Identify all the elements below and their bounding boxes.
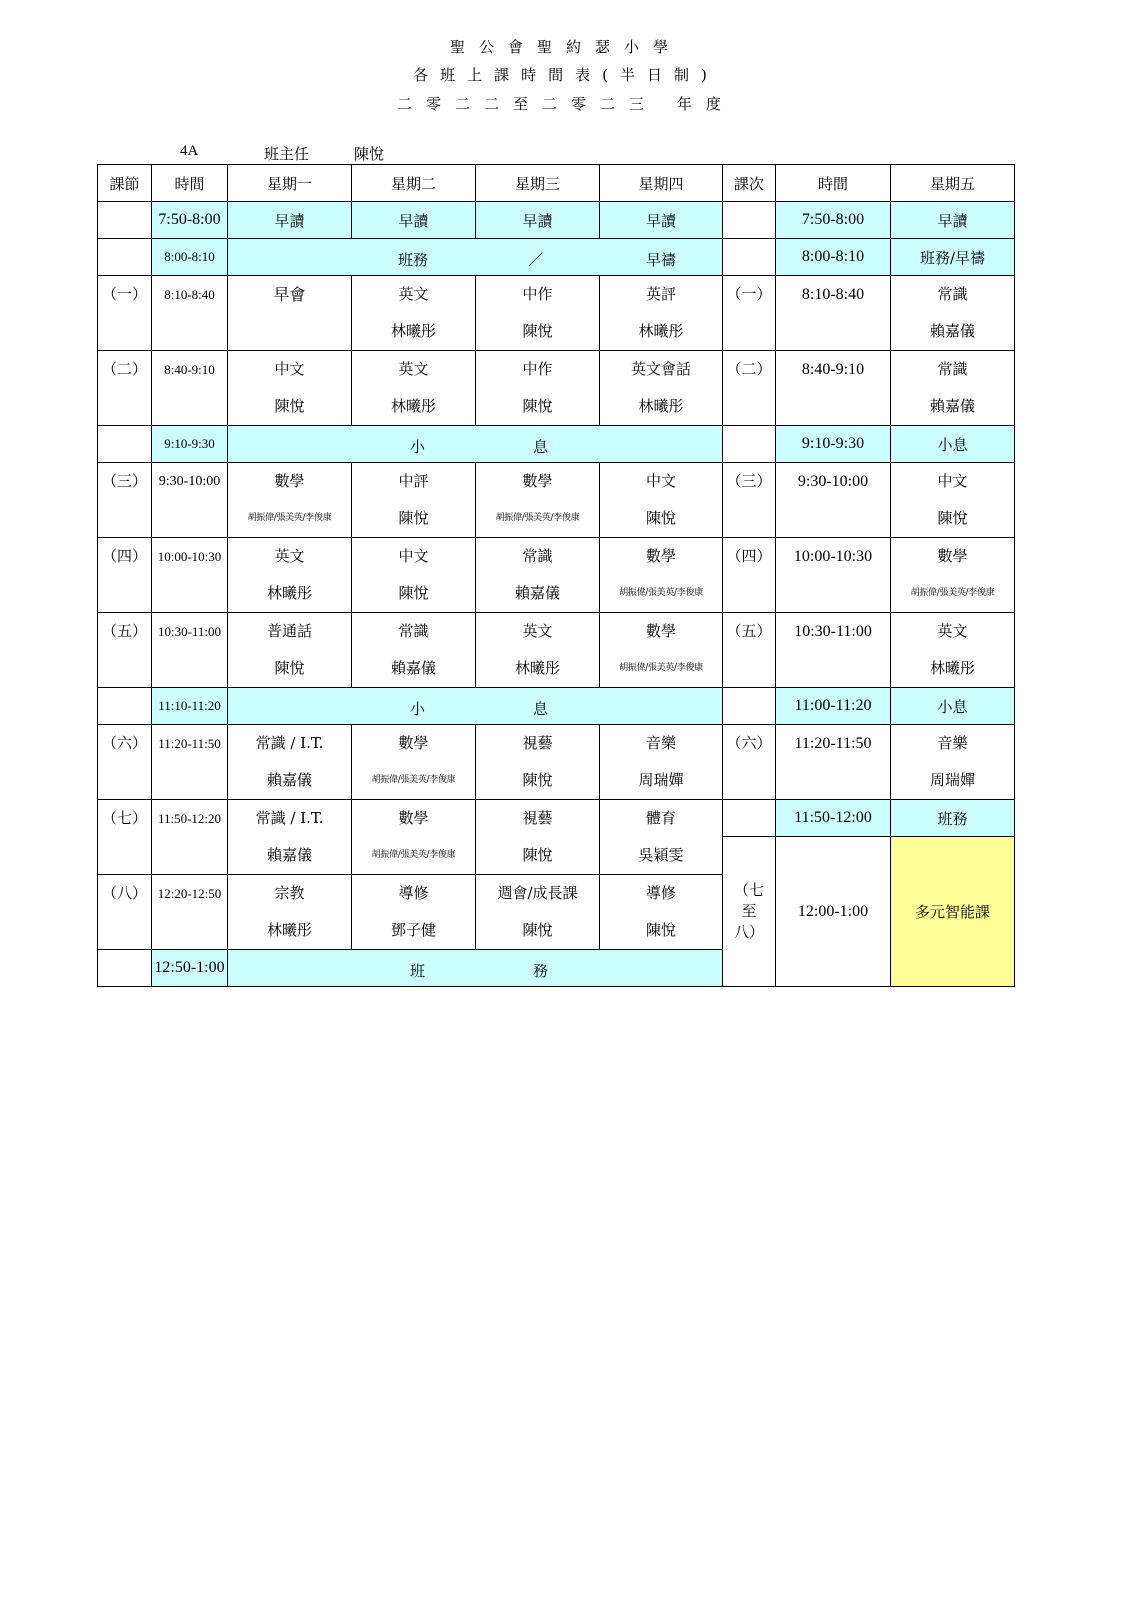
mon-cell: 宗教 林曦彤 (228, 875, 352, 950)
row-period-2 (98, 351, 1015, 426)
fri-time-cell: 8:00-8:10 (776, 239, 891, 276)
col-header-fri-time: 時間 (776, 165, 891, 202)
tue-cell: 導修 鄧子健 (352, 875, 476, 950)
tue-cell: 早讀 (352, 202, 476, 239)
activity-part-a: 班 (410, 961, 426, 980)
row-period-5 (98, 613, 1015, 688)
thu-cell: 導修 陳悅 (600, 875, 723, 950)
time-cell: 9:10-9:30 (152, 426, 228, 463)
thu-cell: 早讀 (600, 202, 723, 239)
merged-activity-cell (228, 688, 723, 725)
row-recess-2 (98, 688, 1015, 725)
col-header-fri-period: 課次 (723, 165, 776, 202)
fri-period-cell: （五） (723, 613, 776, 688)
activity-part-c: 早禱 (646, 250, 677, 269)
fri-time-cell: 10:30-11:00 (776, 613, 891, 688)
time-cell: 7:50-8:00 (152, 202, 228, 239)
time-cell: 12:20-12:50 (152, 875, 228, 950)
period-cell (98, 202, 152, 239)
wed-cell: 視藝 陳悅 (476, 725, 600, 800)
col-header-mon: 星期一 (228, 165, 352, 202)
mon-cell: 英文 林曦彤 (228, 538, 352, 613)
class-teacher-name: 陳悅 (354, 145, 385, 163)
row-period-4 (98, 538, 1015, 613)
school-name: 聖公會聖約瑟小學 (449, 38, 682, 56)
fri-period-cell (723, 202, 776, 239)
fri-time-cell: 9:10-9:30 (776, 426, 891, 463)
col-header-thu: 星期四 (600, 165, 723, 202)
timetable (97, 164, 1015, 987)
time-cell: 11:20-11:50 (152, 725, 228, 800)
row-period-6 (98, 725, 1015, 800)
period-cell: （三） (98, 463, 152, 538)
class-teacher-label: 班主任 (264, 145, 310, 163)
activity-part-b: 息 (533, 699, 549, 718)
fri-cell: 常識 賴嘉儀 (891, 276, 1015, 351)
row-period-7 (98, 800, 1015, 837)
fri-time-cell: 10:00-10:30 (776, 538, 891, 613)
time-cell: 8:10-8:40 (152, 276, 228, 351)
period-cell: （六） (98, 725, 152, 800)
wed-cell: 數學 胡振偉/張美英/李俊康 (476, 463, 600, 538)
wed-cell: 英文 林曦彤 (476, 613, 600, 688)
thu-cell: 中文 陳悅 (600, 463, 723, 538)
tue-cell: 中文 陳悅 (352, 538, 476, 613)
period-cell: （四） (98, 538, 152, 613)
class-name: 4A (180, 143, 199, 159)
period-cell: （七） (98, 800, 152, 875)
fri-cell: 英文 林曦彤 (891, 613, 1015, 688)
time-cell: 12:50-1:00 (152, 950, 228, 987)
school-year: 二零二二至二零二三 年度 (397, 95, 735, 113)
fri-period-cell: （六） (723, 725, 776, 800)
thu-cell: 數學 胡振偉/張美英/李俊康 (600, 538, 723, 613)
time-cell: 8:00-8:10 (152, 239, 228, 276)
tue-cell: 中評 陳悅 (352, 463, 476, 538)
fri-period-cell: （四） (723, 538, 776, 613)
merged-activity-cell (228, 239, 723, 276)
fri-period-cell (723, 426, 776, 463)
fri-cell: 音樂 周瑞嬋 (891, 725, 1015, 800)
col-header-wed: 星期三 (476, 165, 600, 202)
fri-time-cell: 11:20-11:50 (776, 725, 891, 800)
fri-cell: 小息 (891, 426, 1015, 463)
mon-cell: 中文 陳悅 (228, 351, 352, 426)
thu-cell: 體育 吳穎雯 (600, 800, 723, 875)
row-period-1 (98, 276, 1015, 351)
mon-cell: 常識 / I.T. 賴嘉儀 (228, 800, 352, 875)
fri-cell: 數學 胡振偉/張美英/李俊康 (891, 538, 1015, 613)
merged-activity-cell (228, 426, 723, 463)
thu-cell: 英評 林曦彤 (600, 276, 723, 351)
fri-time-cell: 8:10-8:40 (776, 276, 891, 351)
fri-time-cell: 7:50-8:00 (776, 202, 891, 239)
tue-cell: 英文 林曦彤 (352, 276, 476, 351)
activity-part-b: 息 (533, 437, 549, 456)
wed-cell: 早讀 (476, 202, 600, 239)
row-period-3 (98, 463, 1015, 538)
thu-cell: 數學 胡振偉/張美英/李俊康 (600, 613, 723, 688)
fri-time-cell: 11:50-12:00 (776, 800, 891, 837)
activity-part-a: 小 (410, 699, 426, 718)
fri-cell: 班務/早禱 (891, 239, 1015, 276)
fri-cell: 常識 賴嘉儀 (891, 351, 1015, 426)
row-morning-reading (98, 202, 1015, 239)
period-cell: （一） (98, 276, 152, 351)
wed-cell: 中作 陳悅 (476, 276, 600, 351)
row-class-affairs (98, 239, 1015, 276)
mon-cell: 普通話 陳悅 (228, 613, 352, 688)
period-cell (98, 688, 152, 725)
mon-cell: 早會 (228, 276, 352, 351)
fri-time-cell: 9:30-10:00 (776, 463, 891, 538)
mon-cell: 常識 / I.T. 賴嘉儀 (228, 725, 352, 800)
fri-period-cell: （七 至 八） (723, 837, 776, 987)
fri-time-cell: 8:40-9:10 (776, 351, 891, 426)
col-header-tue: 星期二 (352, 165, 476, 202)
fri-cell: 中文 陳悅 (891, 463, 1015, 538)
fri-time-cell: 12:00-1:00 (776, 837, 891, 987)
period-cell (98, 426, 152, 463)
time-cell: 11:10-11:20 (152, 688, 228, 725)
activity-part-b: ／ (528, 250, 544, 269)
merged-activity-cell (228, 950, 723, 987)
header-row (98, 165, 1015, 202)
period-cell: （八） (98, 875, 152, 950)
tue-cell: 數學 胡振偉/張美英/李俊康 (352, 725, 476, 800)
row-recess-1 (98, 426, 1015, 463)
tue-cell: 數學 胡振偉/張美英/李俊康 (352, 800, 476, 875)
period-cell (98, 950, 152, 987)
fri-time-cell: 11:00-11:20 (776, 688, 891, 725)
time-cell: 11:50-12:20 (152, 800, 228, 875)
fri-period-cell: （三） (723, 463, 776, 538)
tue-cell: 英文 林曦彤 (352, 351, 476, 426)
fri-period-cell: （二） (723, 351, 776, 426)
timetable-title: 各班上課時間表(半日制) (413, 66, 719, 84)
period-cell (98, 239, 152, 276)
tue-cell: 常識 賴嘉儀 (352, 613, 476, 688)
time-cell: 10:30-11:00 (152, 613, 228, 688)
thu-cell: 英文會話 林曦彤 (600, 351, 723, 426)
wed-cell: 視藝 陳悅 (476, 800, 600, 875)
col-header-fri: 星期五 (891, 165, 1015, 202)
mon-cell: 數學 胡振偉/張美英/李俊康 (228, 463, 352, 538)
fri-period-cell: （一） (723, 276, 776, 351)
period-cell: （五） (98, 613, 152, 688)
time-cell: 9:30-10:00 (152, 463, 228, 538)
fri-cell: 小息 (891, 688, 1015, 725)
period-cell: （二） (98, 351, 152, 426)
time-cell: 8:40-9:10 (152, 351, 228, 426)
wed-cell: 週會/成長課 陳悅 (476, 875, 600, 950)
fri-cell: 班務 (891, 800, 1015, 837)
col-header-period: 課節 (98, 165, 152, 202)
fri-cell: 早讀 (891, 202, 1015, 239)
fri-period-cell (723, 239, 776, 276)
mon-cell: 早讀 (228, 202, 352, 239)
activity-part-a: 小 (410, 437, 426, 456)
fri-period-cell (723, 688, 776, 725)
activity-part-b: 務 (533, 961, 549, 980)
fri-cell: 多元智能課 (891, 837, 1015, 987)
col-header-time: 時間 (152, 165, 228, 202)
fri-period-cell (723, 800, 776, 837)
time-cell: 10:00-10:30 (152, 538, 228, 613)
wed-cell: 常識 賴嘉儀 (476, 538, 600, 613)
thu-cell: 音樂 周瑞嬋 (600, 725, 723, 800)
activity-part-a: 班務 (398, 250, 429, 269)
wed-cell: 中作 陳悅 (476, 351, 600, 426)
